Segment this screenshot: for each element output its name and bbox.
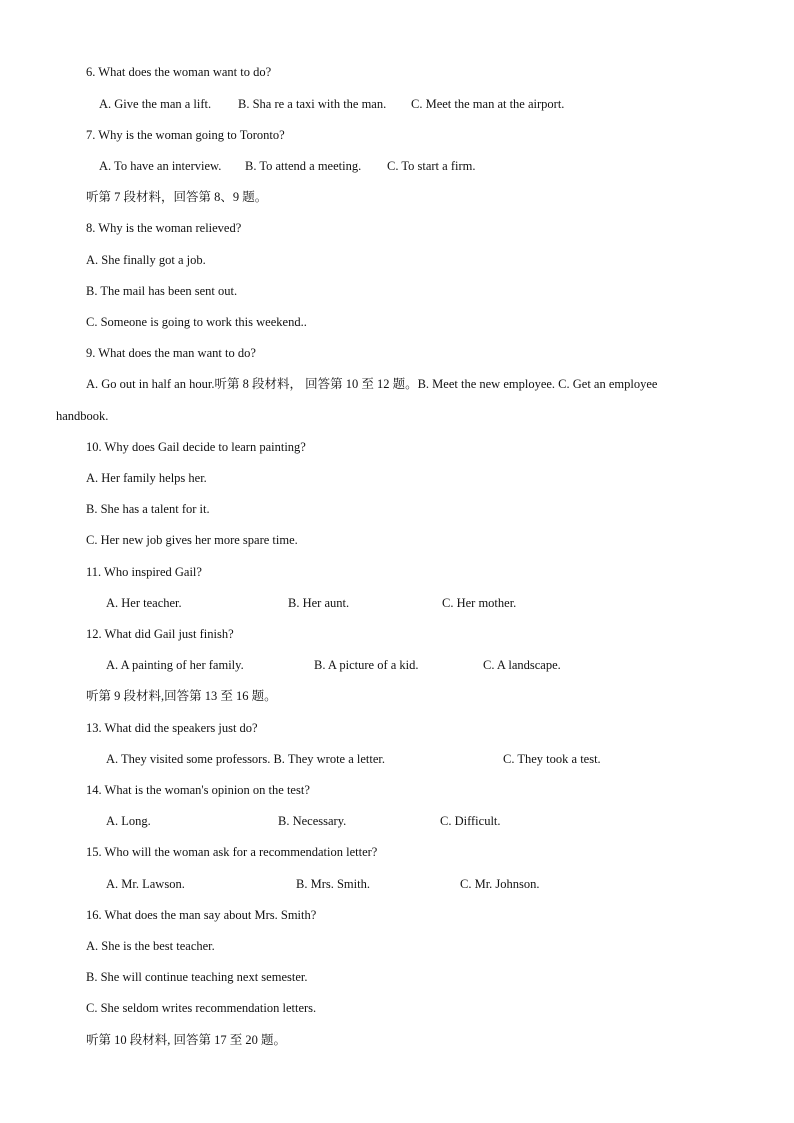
option-8a: A. She finally got a job. bbox=[86, 253, 206, 267]
question-7: 7. Why is the woman going to Toronto? bbox=[86, 128, 285, 142]
option-6c: C. Meet the man at the airport. bbox=[411, 97, 565, 111]
option-11b: B. Her aunt. bbox=[288, 596, 350, 610]
option-12a: A. A painting of her family. bbox=[106, 658, 244, 672]
option-16b: B. She will continue teaching next semester. bbox=[86, 970, 308, 984]
option-13ab: A. They visited some professors. B. They wrote a letter. bbox=[106, 752, 385, 766]
question-8: 8. Why is the woman relieved? bbox=[86, 221, 242, 235]
section-10-instruction: 听第 10 段材料, 回答第 17 至 20 题。 bbox=[86, 1033, 287, 1047]
question-11: 11. Who inspired Gail? bbox=[86, 565, 202, 579]
option-11c: C. Her mother. bbox=[442, 596, 517, 610]
option-10c: C. Her new job gives her more spare time. bbox=[86, 533, 298, 547]
section-7-instruction: 听第 7 段材料，回答第 8、9 题。 bbox=[86, 190, 268, 204]
option-10b: B. She has a talent for it. bbox=[86, 502, 210, 516]
option-6a: A. Give the man a lift. bbox=[99, 97, 212, 111]
option-14b: B. Necessary. bbox=[278, 814, 347, 828]
option-12c: C. A landscape. bbox=[483, 658, 561, 672]
question-9: 9. What does the man want to do? bbox=[86, 346, 256, 360]
option-14a: A. Long. bbox=[106, 814, 151, 828]
question-16: 16. What does the man say about Mrs. Smith? bbox=[86, 908, 317, 922]
option-8b: B. The mail has been sent out. bbox=[86, 284, 238, 298]
section-9-instruction: 听第 9 段材料,回答第 13 至 16 题。 bbox=[86, 689, 277, 703]
option-6b: B. Sha re a taxi with the man. bbox=[238, 97, 387, 111]
option-15b: B. Mrs. Smith. bbox=[296, 877, 370, 891]
option-13c: C. They took a test. bbox=[503, 752, 601, 766]
question-10: 10. Why does Gail decide to learn painting? bbox=[86, 440, 306, 454]
question-12: 12. What did Gail just finish? bbox=[86, 627, 234, 641]
option-15c: C. Mr. Johnson. bbox=[460, 877, 540, 891]
option-16c: C. She seldom writes recommendation letters. bbox=[86, 1001, 317, 1015]
option-7c: C. To start a firm. bbox=[387, 159, 476, 173]
question-6: 6. What does the woman want to do? bbox=[86, 65, 272, 79]
option-9-line: A. Go out in half an hour.听第 8 段材料， 回答第 10 至 12 题。B. Meet the new employee. C. Get an employee bbox=[86, 377, 658, 391]
question-14: 14. What is the woman's opinion on the test? bbox=[86, 783, 310, 797]
option-9-line-continued: handbook. bbox=[56, 409, 109, 423]
option-10a: A. Her family helps her. bbox=[86, 471, 207, 485]
question-15: 15. Who will the woman ask for a recommendation letter? bbox=[86, 845, 378, 859]
option-15a: A. Mr. Lawson. bbox=[106, 877, 185, 891]
option-8c: C. Someone is going to work this weekend.. bbox=[86, 315, 307, 329]
option-11a: A. Her teacher. bbox=[106, 596, 182, 610]
option-12b: B. A picture of a kid. bbox=[314, 658, 419, 672]
question-13: 13. What did the speakers just do? bbox=[86, 721, 258, 735]
option-7a: A. To have an interview. bbox=[99, 159, 222, 173]
option-14c: C. Difficult. bbox=[440, 814, 501, 828]
option-7b: B. To attend a meeting. bbox=[245, 159, 362, 173]
option-16a: A. She is the best teacher. bbox=[86, 939, 215, 953]
